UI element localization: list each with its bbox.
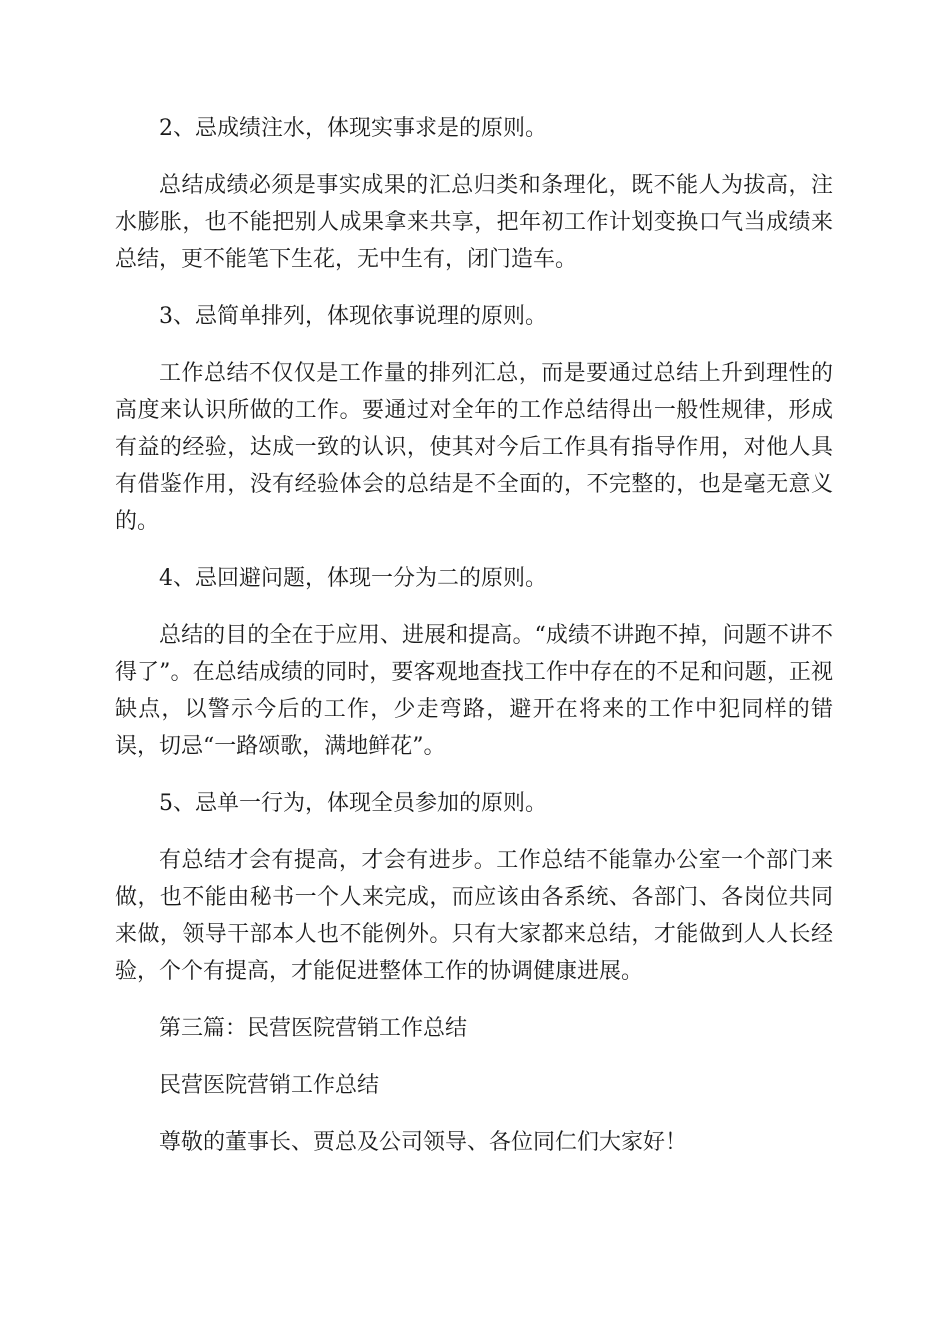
chapter-title: 第三篇：民营医院营销工作总结 (159, 1016, 468, 1041)
section-heading-2: 2、忌成绩注水，体现实事求是的原则。 (159, 116, 547, 141)
section-heading-4: 4、忌回避问题，体现一分为二的原则。 (159, 566, 547, 591)
report-title: 民营医院营销工作总结 (159, 1073, 380, 1098)
paragraph-4-body: 总结的目的全在于应用、进展和提高。“成绩不讲跑不掉，问题不讲不得了”。在总结成绩的同时，要客观地查找工作中存在的不足和问题，正视缺点，以警示今后的工作，少走弯路，避开在将来的工作中犯同样的错误，切忌“一路颂歌，满地鲜花”。 (115, 623, 833, 759)
document-body (115, 110, 833, 1181)
section-heading-3: 3、忌简单排列，体现依事说理的原则。 (159, 304, 547, 329)
section-heading-5: 5、忌单一行为，体现全员参加的原则。 (159, 791, 547, 816)
salutation: 尊敬的董事长、贾总及公司领导、各位同仁们大家好！ (159, 1130, 688, 1155)
paragraph-5-body: 有总结才会有提高，才会有进步。工作总结不能靠办公室一个部门来做，也不能由秘书一个人来完成，而应该由各系统、各部门、各岗位共同来做，领导干部本人也不能例外。只有大家都来总结，才能做到人人长经验，个个有提高，才能促进整体工作的协调健康进展。 (115, 848, 833, 984)
paragraph-2-body: 总结成绩必须是事实成果的汇总归类和条理化，既不能人为拔高，注水膨胀，也不能把别人成果拿来共享，把年初工作计划变换口气当成绩来总结，更不能笔下生花，无中生有，闭门造车。 (115, 173, 833, 272)
paragraph-3-body: 工作总结不仅仅是工作量的排列汇总，而是要通过总结上升到理性的高度来认识所做的工作。要通过对全年的工作总结得出一般性规律，形成有益的经验，达成一致的认识，使其对今后工作具有指导作用，对他人具有借鉴作用，没有经验体会的总结是不全面的，不完整的，也是毫无意义的。 (115, 361, 833, 534)
